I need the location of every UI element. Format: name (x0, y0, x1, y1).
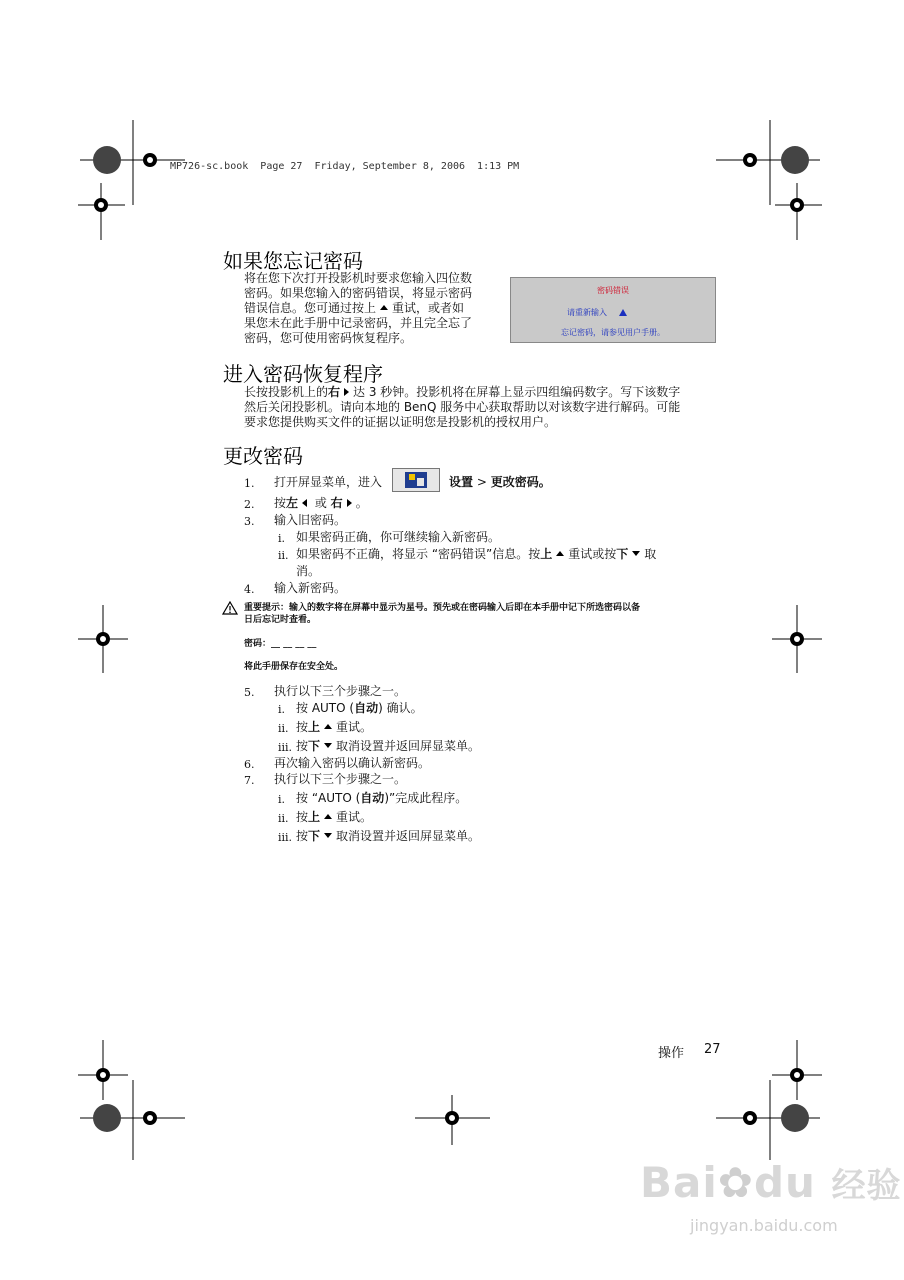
section1-line: 果您未在此手册中记录密码，并且完全忘了 (244, 316, 473, 330)
settings-menu-icon (392, 468, 440, 492)
page-number: 27 (704, 1042, 721, 1057)
step-3: 输入旧密码。 (274, 513, 347, 527)
substep-7iii: 按下 取消设置并返回屏显菜单。 (296, 829, 481, 843)
down-arrow-icon (324, 833, 332, 838)
osd-forgot-text: 忘记密码，请参见用户手册。 (561, 328, 665, 337)
substep-number: i. (278, 703, 286, 716)
substep-number: iii. (278, 831, 293, 844)
section1-body (244, 271, 500, 346)
section1-line: 将在您下次打开投影机时要求您输入四位数 (244, 271, 473, 285)
substep-number: iii. (278, 741, 293, 754)
up-arrow-icon (324, 814, 332, 819)
substep-number: i. (278, 793, 286, 806)
step-number: 4. (244, 583, 255, 596)
substep-7i: 按 “AUTO (自动)”完成此程序。 (296, 791, 468, 805)
down-arrow-icon (632, 551, 640, 556)
substep-3i: 如果密码正确，你可继续输入新密码。 (296, 530, 501, 544)
section-title-recovery: 进入密码恢复程序 (223, 362, 383, 386)
up-arrow-icon (556, 551, 564, 556)
section2-line: 然后关闭投影机。请向本地的 BenQ 服务中心获取帮助以对该数字进行解码。可能 (244, 400, 681, 414)
step-6: 再次输入密码以确认新密码。 (274, 756, 431, 770)
substep-number: ii. (278, 812, 289, 825)
keep-safe-note: 将此手册保存在安全处。 (244, 662, 344, 672)
left-arrow-icon (302, 499, 307, 507)
step-number: 7. (244, 774, 255, 787)
section2-line: 要求您提供购买文件的证据以证明您是投影机的授权用户。 (244, 415, 557, 429)
section2-body (244, 385, 724, 430)
section-title-forgot-password: 如果您忘记密码 (223, 249, 363, 273)
substep-5iii: 按下 取消设置并返回屏显菜单。 (296, 739, 481, 753)
substep-number: ii. (278, 549, 289, 562)
baidu-watermark-logo: Bai✿du 经验 (640, 1158, 902, 1207)
substep-3ii: 如果密码不正确，将显示 “密码错误”信息。按上 重试或按下 取 (296, 547, 657, 561)
section1-line: 错误信息。您可通过按上 重试，或者如 (244, 301, 465, 315)
up-arrow-icon (324, 724, 332, 729)
right-arrow-icon (344, 388, 349, 396)
step-number: 6. (244, 758, 255, 771)
step-4: 输入新密码。 (274, 581, 347, 595)
section2-line: 长按投影机上的右 达 3 秒钟。投影机将在屏幕上显示四组编码数字。写下该数字 (244, 385, 681, 399)
warning-icon (222, 601, 238, 615)
osd-retry-text: 请重新输入 (567, 308, 607, 317)
section1-line: 密码，您可使用密码恢复程序。 (244, 331, 413, 345)
step-7: 执行以下三个步骤之一。 (274, 772, 407, 786)
substep-7ii: 按上 重试。 (296, 810, 373, 824)
right-arrow-icon (347, 499, 352, 507)
section1-line: 密码。如果您输入的密码错误，将显示密码 (244, 286, 473, 300)
step-1-path: 设置 > 更改密码。 (449, 475, 551, 489)
osd-up-arrow-icon (619, 309, 627, 316)
running-head: MP726-sc.book Page 27 Friday, September 8, 2006 1:13 PM (170, 161, 520, 172)
step-1: 打开屏显菜单，进入 (274, 475, 383, 489)
watermark-url: jingyan.baidu.com (690, 1216, 838, 1235)
step-number: 2. (244, 498, 255, 511)
down-arrow-icon (324, 743, 332, 748)
step-2: 按左 或 右 。 (274, 496, 368, 510)
substep-5i: 按 AUTO (自动) 确认。 (296, 701, 423, 715)
step-number: 1. (244, 477, 255, 490)
osd-error-title: 密码错误 (597, 286, 629, 295)
important-note: 重要提示：输入的数字将在屏幕中显示为星号。预先或在密码输入后即在本手册中记下所选密码以备 日后忘记时查看。 (244, 603, 641, 625)
footer-section-name: 操作 (658, 1046, 685, 1061)
substep-3ii-cont: 消。 (296, 564, 321, 578)
step-5: 执行以下三个步骤之一。 (274, 684, 407, 698)
section-title-change-password: 更改密码 (223, 444, 303, 468)
password-error-screen (510, 277, 716, 343)
step-number: 5. (244, 686, 255, 699)
password-record-field: 密码：__ __ __ __ (244, 639, 317, 649)
substep-number: i. (278, 532, 286, 545)
up-arrow-icon (380, 305, 388, 310)
step-number: 3. (244, 515, 255, 528)
substep-number: ii. (278, 722, 289, 735)
substep-5ii: 按上 重试。 (296, 720, 373, 734)
